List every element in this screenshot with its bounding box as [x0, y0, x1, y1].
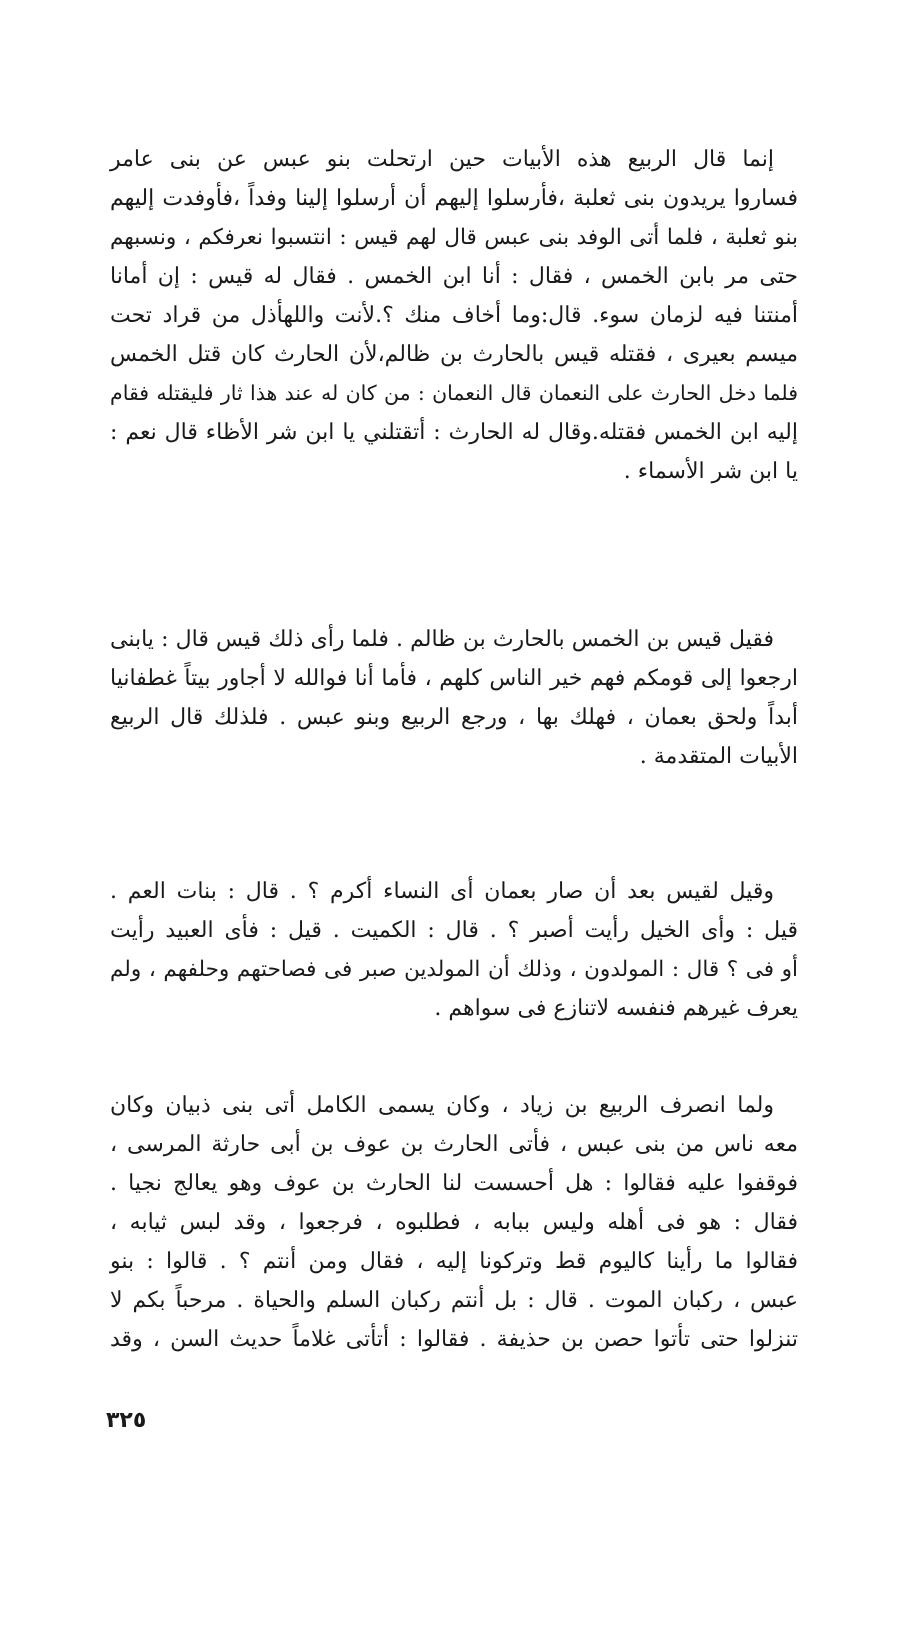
text-line: أو فى ؟ قال : المولدون ، وذلك أن المولدين صبر فى فصاحتهم وحلفهم ، ولم — [110, 957, 798, 982]
text-line: بنو ثعلبة ، فلما أتى الوفد بنى عبس قال لهم قيس : انتسبوا نعرفكم ، ونسبهم — [110, 225, 798, 250]
text-line: حتى مر بابن الخمس ، فقال : أنا ابن الخمس . فقال له قيس : إن أمانا — [110, 264, 798, 289]
paragraph-2 — [110, 620, 798, 776]
text-line: فقيل قيس بن الخمس بالحارث بن ظالم . فلما رأى ذلك قيس قال : يابنى — [110, 627, 774, 652]
paragraph-4 — [110, 1086, 798, 1359]
text-line: فلما دخل الحارث على النعمان قال النعمان : من كان له عند هذا ثار فليقتله فقام — [110, 381, 798, 405]
text-line: فقال : هو فى أهله وليس ببابه ، فطلبوه ، فرجعوا ، وقد لبس ثيابه ، — [110, 1210, 798, 1235]
text-line: معه ناس من بنى عبس ، فأتى الحارث بن عوف بن أبى حارثة المرسى ، — [110, 1132, 798, 1157]
text-line: قيل : وأى الخيل رأيت أصبر ؟ . قال : الكميت . قيل : فأى العبيد رأيت — [110, 918, 798, 943]
text-line: فوقفوا عليه فقالوا : هل أحسست لنا الحارث بن عوف وهو يعالج نجيا . — [110, 1171, 798, 1196]
text-line: فساروا يريدون بنى ثعلبة ،فأرسلوا إليهم أن أرسلوا إلينا وفداً ،فأوفدت إليهم — [110, 186, 798, 211]
text-line: إنما قال الربيع هذه الأبيات حين ارتحلت بنو عبس عن بنى عامر — [110, 147, 774, 172]
text-line: أمنتنا فيه لزمان سوء. قال:وما أخاف منك ؟.لأنت واللهأذل من قراد تحت — [110, 303, 798, 328]
text-line: عبس ، ركبان الموت . قال : بل أنتم ركبان السلم والحياة . مرحباً بكم لا — [110, 1288, 798, 1313]
paragraph-3 — [110, 872, 798, 1028]
text-line: تنزلوا حتى تأتوا حصن بن حذيفة . فقالوا : أتأتى غلاماً حديث السن ، وقد — [110, 1327, 798, 1352]
text-line: يعرف غيرهم فنفسه لاتنازع فى سواهم . — [434, 996, 798, 1021]
page-body — [110, 128, 798, 1528]
text-line: يا ابن شر الأسماء . — [623, 459, 798, 484]
page-number: ٣٢٥ — [106, 1408, 147, 1433]
text-line: ميسم بعيرى ، فقتله قيس بالحارث بن ظالم،لأن الحارث كان قتل الخمس — [110, 342, 798, 367]
text-line: الأبيات المتقدمة . — [639, 744, 798, 769]
text-line: وقيل لقيس بعد أن صار بعمان أى النساء أكرم ؟ . قال : بنات العم . — [110, 879, 775, 904]
paragraph-1 — [110, 140, 798, 491]
text-line: فقالوا ما رأينا كاليوم قط وتركونا إليه ، فقال ومن أنتم ؟ . قالوا : بنو — [110, 1249, 798, 1274]
text-line: ارجعوا إلى قومكم فهم خير الناس كلهم ، فأما أنا فوالله لا أجاور بيتاً غطفانيا — [110, 666, 798, 691]
text-line: أبداً ولحق بعمان ، فهلك بها ، ورجع الربيع وبنو عبس . فلذلك قال الربيع — [110, 705, 798, 730]
text-line: إليه ابن الخمس فقتله.وقال له الحارث : أتقتلني يا ابن شر الأظاء قال نعم : — [110, 420, 798, 445]
text-line: ولما انصرف الربيع بن زياد ، وكان يسمى الكامل أتى بنى ذبيان وكان — [110, 1093, 774, 1118]
